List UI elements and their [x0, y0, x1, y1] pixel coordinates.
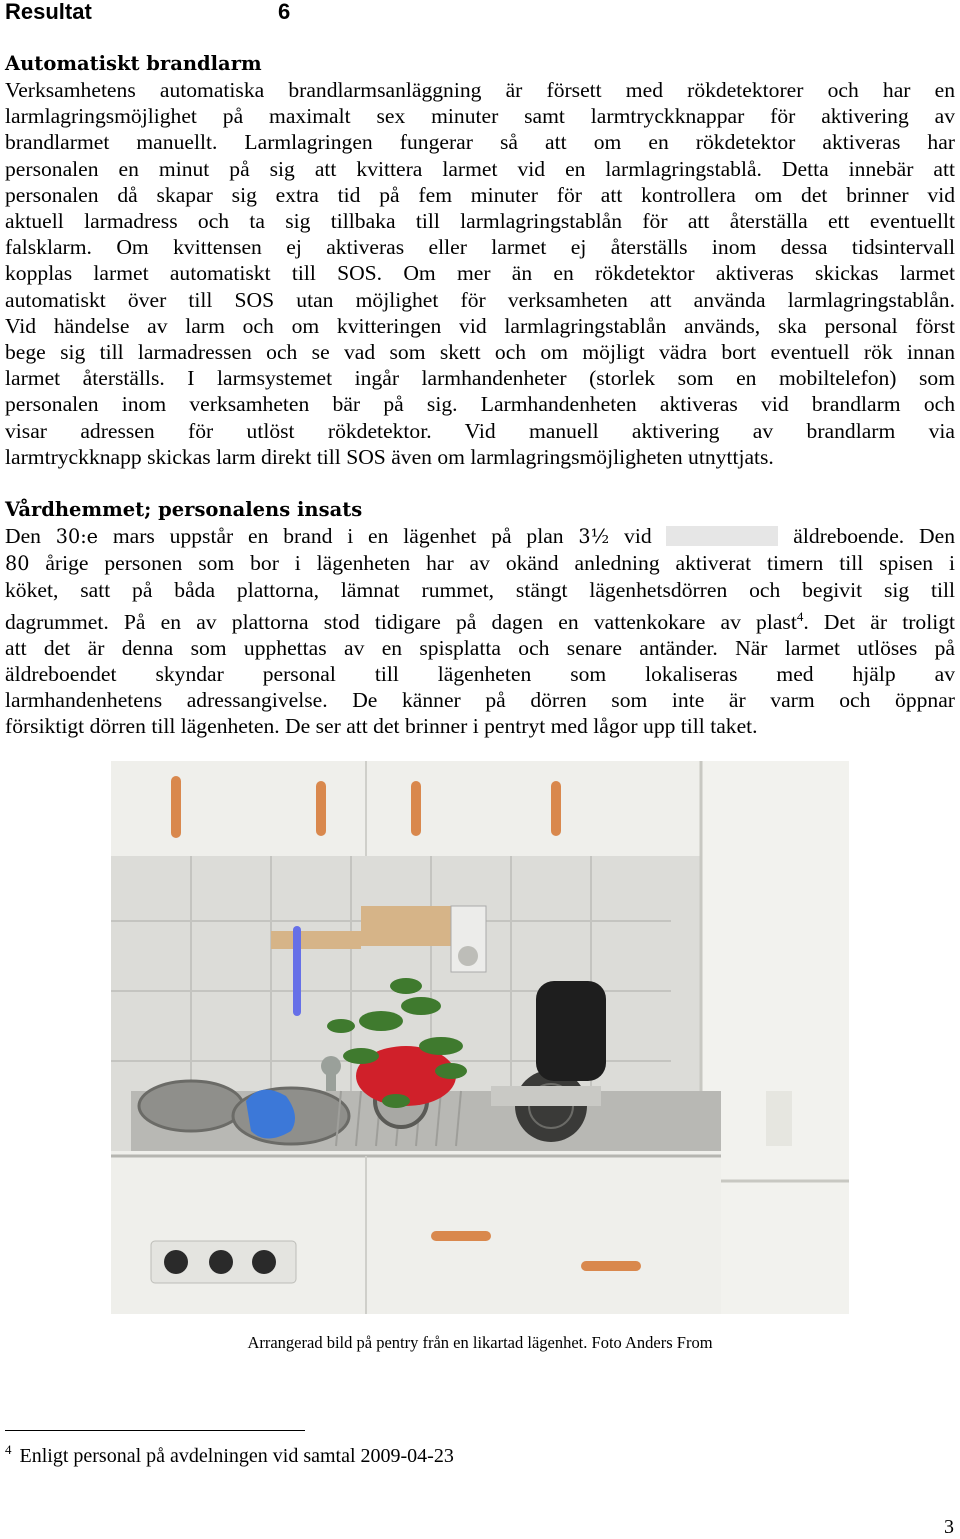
photo-caption: Arrangerad bild på pentry från en likartad lägenhet. Foto Anders From [247, 1333, 713, 1352]
redacted-name [666, 526, 778, 546]
text-line: dagrummet. På en av plattorna stod tidigare på dagen en vattenkokare av plast$^4$. Det är troligt [5, 608, 955, 634]
text-line: brandlarmet manuellt. Larmlagringen fungerar så att om en rökdetektor aktiveras har [5, 130, 955, 155]
paragraph-vardhemmet [5, 523, 955, 740]
header-number: 6 [278, 0, 291, 24]
text-line: aktuell larmadress och ta sig tillbaka till larmlagringstablån för att återställa ett eventuellt [5, 209, 955, 234]
text-line: automatiskt över till SOS utan möjlighet för verksamheten att använda larmlagringstablån. [5, 287, 955, 312]
text-line: personalen inom verksamheten bär på sig. Larmhandenheten aktiveras vid brandlarm och [5, 392, 955, 417]
footnote [5, 1442, 454, 1468]
text-line: försiktigt dörren till lägenheten. De ser att det brinner i pentryt med lågor upp till taket. [5, 714, 758, 739]
footnote-number: 4 [5, 1442, 12, 1457]
text-line: köket, satt på båda plattorna, lämnat rummet, stängt lägenhetsdörren och begivit sig till [5, 578, 955, 603]
text-line: larmlagringsmöjlighet på maximalt sex minuter samt larmtryckknappar för aktivering av [5, 104, 955, 129]
text-line: personalen en minut på sig att kvittera larmet vid en larmlagringstablå. Detta innebär att [5, 156, 955, 181]
text-line: kopplas larmet automatiskt till SOS. Om mer än en rökdetektor aktiveras skickas larmet [5, 261, 955, 286]
text-line: personalen då skapar sig extra tid på fem minuter för att kontrollera om det brinner vid [5, 182, 955, 207]
text-line: bege sig till larmadressen och se vad som skett och om möjligt vädra bort eventuell rök innan [5, 340, 955, 365]
text-line: falsklarm. Om kvittensen ej aktiveras eller larmet ej återställs inom dessa tidsintervall [5, 235, 955, 260]
text-line: Den 30:e mars uppstår en brand i en lägenhet på plan 3½ vid äldreboende. Den [5, 524, 955, 548]
section-heading-vardhemmet: Vårdhemmet; personalens insats [5, 498, 363, 521]
text-line: Verksamhetens automatiska brandlarmsanläggning är försett med rökdetektorer och har en [5, 78, 955, 102]
text-line: larmtryckknapp skickas larm direkt till SOS även om larmlagringsmöjligheten utnyttjats. [5, 444, 774, 469]
text-line: Vid händelse av larm och om kvitteringen vid larmlagringstablån används, ska personal först [5, 313, 955, 338]
text-line: larmhandenhetens adressangivelse. De känner på dörren som inte är varm och öppnar [5, 688, 955, 713]
section-heading-brandlarm: Automatiskt brandlarm [5, 52, 262, 75]
paragraph-brandlarm [5, 77, 955, 470]
footnote-divider [5, 1430, 305, 1431]
text-line: larmet återställs. I larmsystemet ingår larmhandenheter (storlek som en mobiltelefon) som [5, 366, 955, 391]
footnote-text: Enligt personal på avdelningen vid samtal 2009-04-23 [19, 1445, 454, 1467]
footnote-ref: 4 [796, 608, 804, 624]
header-title: Resultat [5, 0, 92, 24]
text-line: att det är denna som upphettas av en spisplatta och senare antänder. När larmet utlöses på [5, 635, 955, 660]
text-line: visar adressen för utlöst rökdetektor. Vid manuell aktivering av brandlarm via [5, 418, 955, 443]
text-line: 80 årige personen som bor i lägenheten har av okänd anledning aktiverat timern till spisen i [5, 551, 955, 576]
kitchenette-photo [111, 761, 849, 1314]
text-line: äldreboendet skyndar personal till lägenheten som lokaliseras med hjälp av [5, 662, 955, 687]
page-number: 3 [944, 1516, 954, 1538]
